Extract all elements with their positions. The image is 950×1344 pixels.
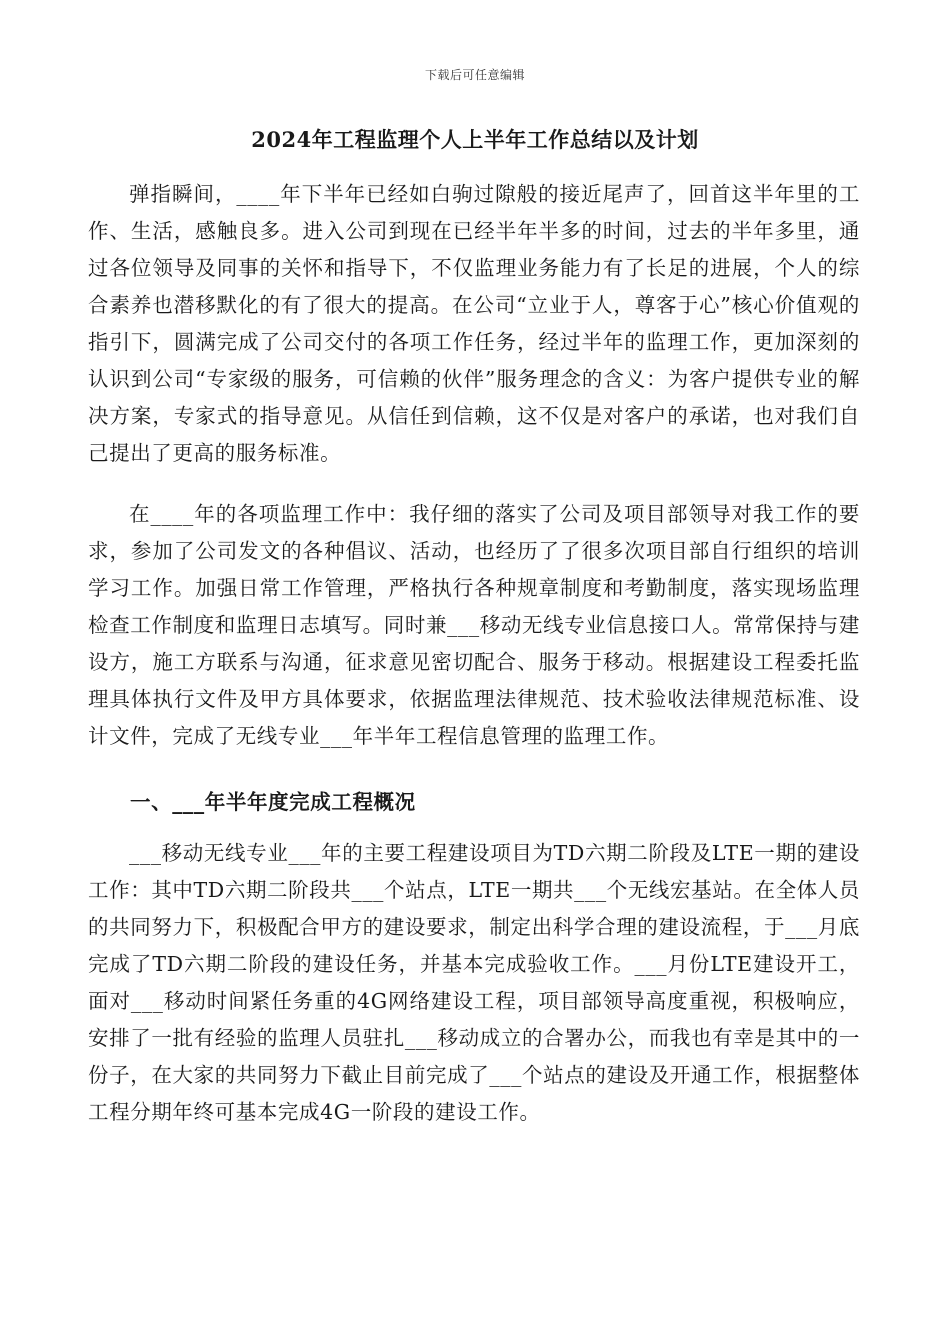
header-note: 下载后可任意编辑 <box>424 68 525 82</box>
paragraph-intro: 弹指瞬间，____年下半年已经如白驹过隙般的接近尾声了，回首这半年里的工作、生活，感触良多。进入公司到现在已经半年半多的时间，过去的半年多里，通过各位领导及同事的关怀和指导下，不仅监理业务能力有了长足的进展，个人的综合素养也潜移默化的有了很大的提高。在公司“立业于人，尊客于心”核心价值观的指引下，圆满完成了公司交付的各项工作任务，经过半年的监理工作，更加深刻的认识到公司“专家级的服务，可信赖的伙伴”服务理念的含义：为客户提供专业的解决方案，专家式的指导意见。从信任到信赖，这不仅是对客户的承诺，也对我们自己提出了更高的服务标准。 <box>88 182 860 465</box>
paragraph-project-overview: ___移动无线专业___年的主要工程建设项目为TD六期二阶段及LTE一期的建设工作：其中TD六期二阶段共___个站点，LTE一期共___个无线宏基站。在全体人员的共同努力下，积极配合甲方的建设要求，制定出科学合理的建设流程，于___月底完成了TD六期二阶段的建设任务，并基本完成验收工作。___月份LTE建设开工，面对___移动时间紧任务重的4G网络建设工程，项目部领导高度重视，积极响应，安排了一批有经验的监理人员驻扎___移动成立的合署办公，而我也有幸是其中的一份子，在大家的共同努力下截止目前完成了___个站点的建设及开通工作，根据整体工程分期年终可基本完成4G一阶段的建设工作。 <box>88 841 860 1124</box>
paragraph-work-summary: 在____年的各项监理工作中：我仔细的落实了公司及项目部领导对我工作的要求，参加了公司发文的各种倡议、活动，也经历了了很多次项目部自行组织的培训学习工作。加强日常工作管理，严格执行各种规章制度和考勤制度，落实现场监理检查工作制度和监理日志填写。同时兼___移动无线专业信息接口人。常常保持与建设方，施工方联系与沟通，征求意见密切配合、服务于移动。根据建设工程委托监理具体执行文件及甲方具体要求，依据监理法律规范、技术验收法律规范标准、设计文件，完成了无线专业___年半年工程信息管理的监理工作。 <box>88 502 860 748</box>
document-title: 2024年工程监理个人上半年工作总结以及计划 <box>251 127 699 152</box>
section-heading: 一、___年半年度完成工程概况 <box>130 790 416 814</box>
